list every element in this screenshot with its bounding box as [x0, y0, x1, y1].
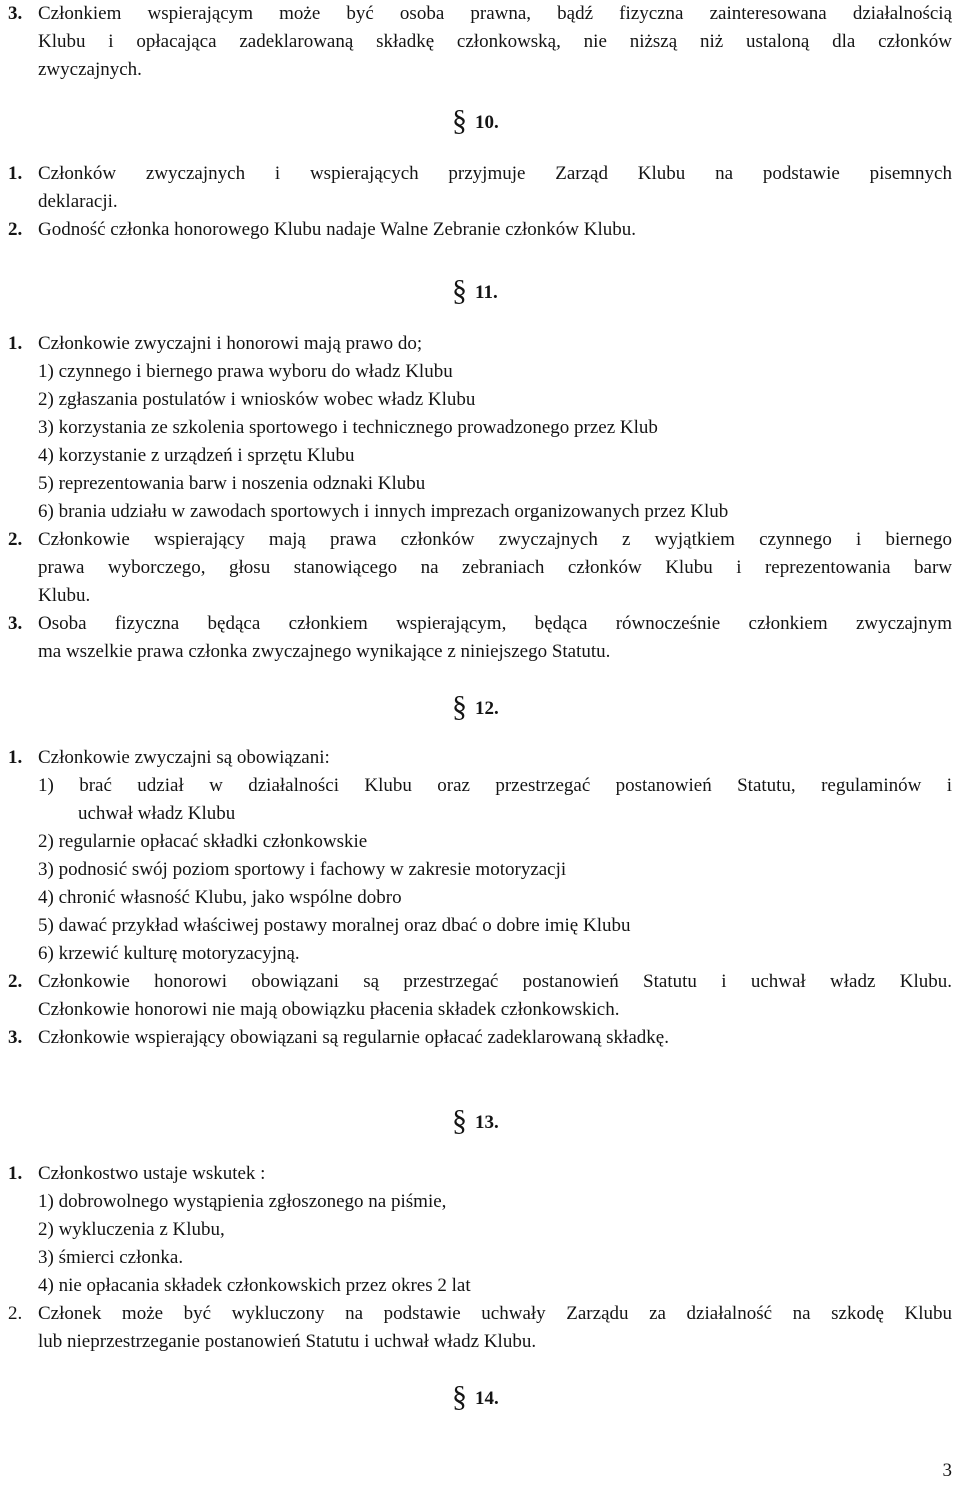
section-heading-12: [452, 690, 499, 723]
paragraph-text: Członkiem wspierającym może być osoba prawna, bądź fizyczna zainteresowana działalnością: [38, 3, 952, 24]
section-number: 10.: [475, 112, 499, 133]
list-item-text: 4) chronić własność Klubu, jako wspólne dobro: [38, 887, 402, 908]
paragraph-text: Członkowie wspierający mają prawa członków zwyczajnych z wyjątkiem czynnego i biernego: [38, 529, 952, 550]
list-item-text: 2) wykluczenia z Klubu,: [38, 1219, 225, 1240]
paragraph-12-2-line-1: [0, 968, 960, 996]
paragraph-text: Klubu.: [38, 585, 91, 606]
list-item: [0, 828, 960, 856]
section-symbol: §: [452, 1380, 467, 1413]
section-heading-10: [452, 104, 499, 137]
list-item-continuation: [0, 800, 960, 828]
list-item: [0, 772, 960, 800]
list-item: [0, 1244, 960, 1272]
list-item: [0, 856, 960, 884]
paragraph-text: Członek może być wykluczony na podstawie uchwały Zarządu za działalność na szkodę Klubu: [38, 1303, 952, 1324]
section-symbol: §: [452, 690, 467, 723]
paragraph-text: Członkostwo ustaje wskutek :: [38, 1163, 266, 1184]
item-number: 1.: [8, 1163, 23, 1184]
list-item: [0, 884, 960, 912]
paragraph-text: Członkowie honorowi obowiązani są przestrzegać postanowień Statutu i uchwał władz Klubu.: [38, 971, 952, 992]
list-item-text: 6) krzewić kulturę motoryzacyjną.: [38, 943, 300, 964]
section-number: 11.: [475, 282, 498, 303]
item-number: 1.: [8, 747, 23, 768]
section-number: 12.: [475, 698, 499, 719]
list-item: [0, 912, 960, 940]
paragraph-text: Członkowie zwyczajni są obowiązani:: [38, 747, 330, 768]
list-item-text: 1) czynnego i biernego prawa wyboru do władz Klubu: [38, 361, 453, 382]
list-item: [0, 442, 960, 470]
list-item: [0, 1188, 960, 1216]
list-item-text: 2) zgłaszania postulatów i wniosków wobec władz Klubu: [38, 389, 476, 410]
paragraph-13-2-line-1: [0, 1300, 960, 1328]
list-item-text: 4) korzystanie z urządzeń i sprzętu Klubu: [38, 445, 355, 466]
section-number: 13.: [475, 1112, 499, 1133]
paragraph-10-1-line-1: [0, 160, 960, 188]
section-heading-13: [452, 1104, 499, 1137]
section-symbol: §: [452, 1104, 467, 1137]
paragraph-12-3: [0, 1024, 960, 1052]
item-number: 3.: [8, 1027, 23, 1048]
paragraph-11-2-line-1: [0, 526, 960, 554]
list-item-text: 1) dobrowolnego wystąpienia zgłoszonego na piśmie,: [38, 1191, 447, 1212]
paragraph-13-1: [0, 1160, 960, 1188]
paragraph-text: Godność członka honorowego Klubu nadaje Walne Zebranie członków Klubu.: [38, 219, 637, 240]
list-item-text: 1) brać udział w działalności Klubu oraz przestrzegać postanowień Statutu, regulaminów i: [38, 775, 952, 796]
paragraph-text: lub nieprzestrzeganie postanowień Statutu i uchwał władz Klubu.: [38, 1331, 537, 1352]
section-heading-14: [452, 1380, 499, 1413]
item-number: 3.: [8, 3, 23, 24]
paragraph-11-2-line-3: [0, 582, 960, 610]
section-symbol: §: [452, 104, 467, 137]
list-item-text: 2) regularnie opłacać składki członkowskie: [38, 831, 368, 852]
list-item-text: uchwał władz Klubu: [78, 803, 236, 824]
list-item-text: 6) brania udziału w zawodach sportowych i innych imprezach organizowanych przez Klub: [38, 501, 729, 522]
paragraph-10-1-line-2: [0, 188, 960, 216]
list-item-text: 3) śmierci członka.: [38, 1247, 184, 1268]
item-number: 2.: [8, 219, 23, 240]
paragraph-13-2-line-2: [0, 1328, 960, 1356]
list-item: [0, 414, 960, 442]
paragraph-11-2-line-2: [0, 554, 960, 582]
paragraph-11-3-line-1: [0, 610, 960, 638]
section-symbol: §: [452, 274, 467, 307]
list-item-text: 3) podnosić swój poziom sportowy i fachowy w zakresie motoryzacji: [38, 859, 567, 880]
section-number: 14.: [475, 1388, 499, 1409]
paragraph-text: Członkowie zwyczajni i honorowi mają prawo do;: [38, 333, 423, 354]
page-number: 3: [942, 1460, 952, 1481]
item-number: 2.: [8, 971, 23, 992]
section-heading-11: [452, 274, 498, 307]
paragraph-text: Członkowie honorowi nie mają obowiązku płacenia składek członkowskich.: [38, 999, 620, 1020]
paragraph-10-2: [0, 216, 960, 244]
item-number: 2.: [8, 529, 23, 550]
item-number: 1.: [8, 163, 23, 184]
list-item: [0, 1216, 960, 1244]
paragraph-12-1: [0, 744, 960, 772]
paragraph-text: deklaracji.: [38, 191, 118, 212]
paragraph-text: prawa wyborczego, głosu stanowiącego na zebraniach członków Klubu i reprezentowania barw: [38, 557, 952, 578]
item-number: 1.: [8, 333, 23, 354]
paragraph-text: Członkowie wspierający obowiązani są regularnie opłacać zadeklarowaną składkę.: [38, 1027, 669, 1048]
paragraph-text: Osoba fizyczna będąca członkiem wspierającym, będąca równocześnie członkiem zwyczajnym: [38, 613, 952, 634]
list-item-text: 5) dawać przykład właściwej postawy moralnej oraz dbać o dobre imię Klubu: [38, 915, 631, 936]
list-item: [0, 1272, 960, 1300]
list-item: [0, 358, 960, 386]
list-item: [0, 386, 960, 414]
list-item-text: 3) korzystania ze szkolenia sportowego i technicznego prowadzonego przez Klub: [38, 417, 658, 438]
paragraph-text: Klubu i opłacająca zadeklarowaną składkę członkowską, nie niższą niż ustaloną dla członków: [38, 31, 952, 52]
paragraph-11-3-line-2: [0, 638, 960, 666]
paragraph-11-1: [0, 330, 960, 358]
item-number: 2.: [8, 1303, 23, 1324]
list-item-text: 4) nie opłacania składek członkowskich przez okres 2 lat: [38, 1275, 471, 1296]
paragraph-9-3-line-3: [0, 56, 960, 84]
paragraph-9-3-line-2: [0, 28, 960, 56]
paragraph-text: zwyczajnych.: [38, 59, 142, 80]
paragraph-12-2-line-2: [0, 996, 960, 1024]
paragraph-text: ma wszelkie prawa członka zwyczajnego wynikające z niniejszego Statutu.: [38, 641, 611, 662]
list-item: [0, 940, 960, 968]
list-item: [0, 498, 960, 526]
paragraph-9-3-line-1: [0, 0, 960, 28]
list-item-text: 5) reprezentowania barw i noszenia odznaki Klubu: [38, 473, 426, 494]
item-number: 3.: [8, 613, 23, 634]
list-item: [0, 470, 960, 498]
paragraph-text: Członków zwyczajnych i wspierających przyjmuje Zarząd Klubu na podstawie pisemnych: [38, 163, 952, 184]
